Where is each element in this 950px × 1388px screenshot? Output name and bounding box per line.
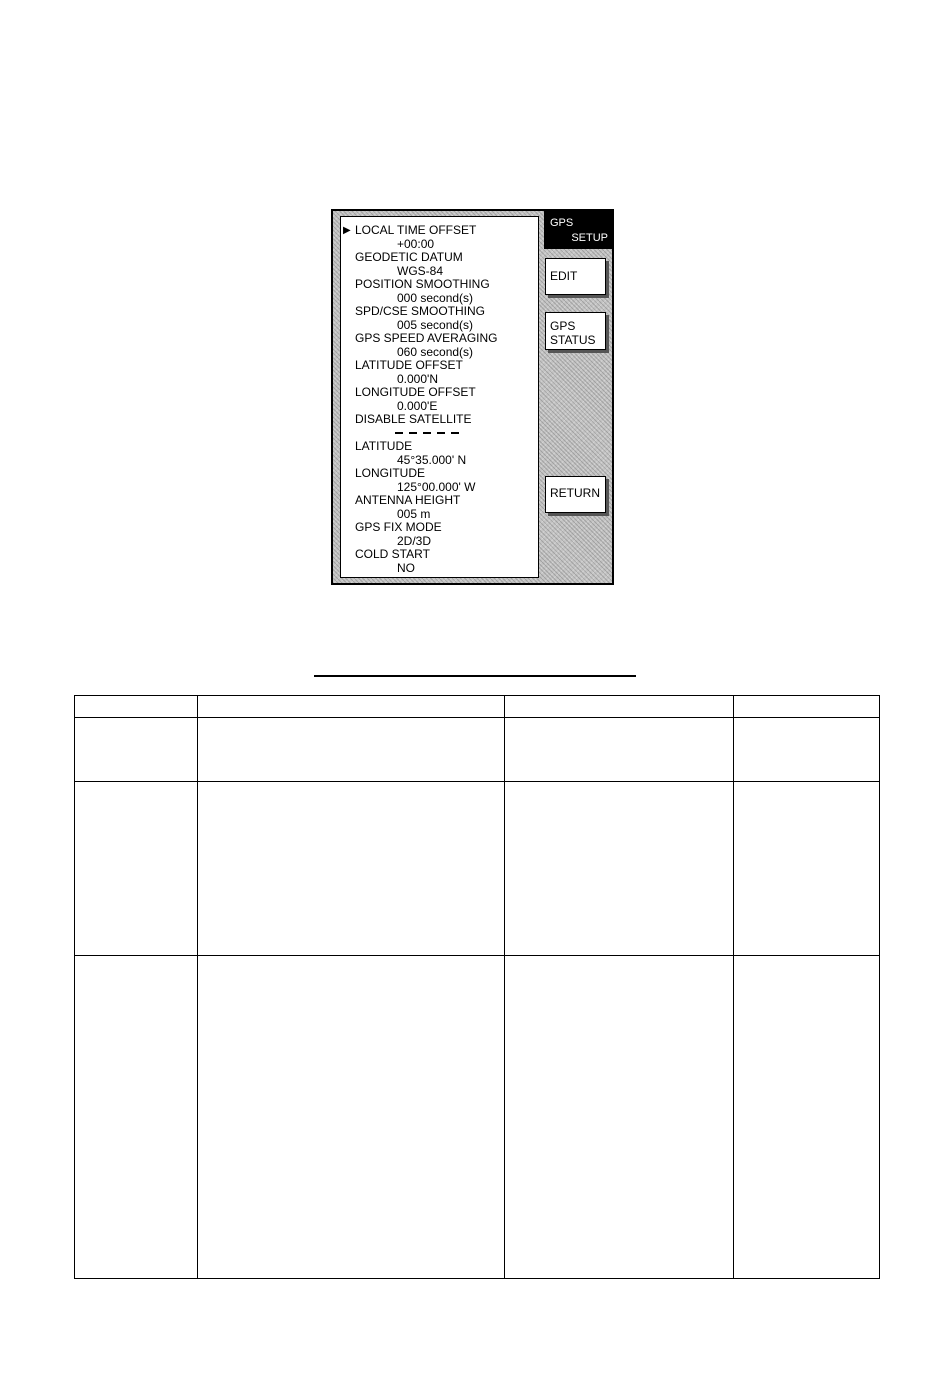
menu-item-value: 000 second(s) xyxy=(397,290,474,305)
table-cell xyxy=(504,782,733,956)
menu-item-local-time-offset[interactable] xyxy=(341,224,538,251)
menu-item-value: 005 second(s) xyxy=(397,317,474,332)
menu-item-longitude-offset[interactable] xyxy=(341,386,538,413)
menu-item-label: GEODETIC DATUM xyxy=(355,250,463,264)
menu-panel xyxy=(340,216,539,578)
menu-item-antenna-height[interactable] xyxy=(341,494,538,521)
title-underline xyxy=(314,675,636,677)
table-cell xyxy=(504,718,733,782)
return-button[interactable] xyxy=(545,476,606,513)
menu-item-label: ANTENNA HEIGHT xyxy=(355,493,461,507)
table-header-cell xyxy=(504,696,733,718)
return-button-label: RETURN xyxy=(550,486,600,500)
menu-item-position-smoothing[interactable] xyxy=(341,278,538,305)
menu-item-cold-start[interactable] xyxy=(341,548,538,575)
menu-item-value: 0.000'E xyxy=(397,398,438,413)
menu-item-label: COLD START xyxy=(355,547,430,561)
table-cell xyxy=(733,956,879,1279)
menu-item-label: GPS SPEED AVERAGING xyxy=(355,331,498,345)
menu-item-value: +00:00 xyxy=(397,236,435,251)
table-cell xyxy=(75,718,198,782)
satellite-slots-dashes xyxy=(395,432,465,434)
menu-item-value: 060 second(s) xyxy=(397,344,474,359)
menu-item-spd-cse-smoothing[interactable] xyxy=(341,305,538,332)
menu-item-label: DISABLE SATELLITE xyxy=(355,412,472,426)
table-cell xyxy=(75,956,198,1279)
table-row xyxy=(75,956,880,1279)
menu-item-label: LATITUDE OFFSET xyxy=(355,358,463,372)
table-cell xyxy=(198,718,504,782)
table-header-cell xyxy=(75,696,198,718)
menu-item-value: WGS-84 xyxy=(397,263,444,278)
menu-item-label: POSITION SMOOTHING xyxy=(355,277,490,291)
table-header-cell xyxy=(733,696,879,718)
menu-item-label: GPS FIX MODE xyxy=(355,520,442,534)
menu-item-geodetic-datum[interactable] xyxy=(341,251,538,278)
table-cell xyxy=(198,956,504,1279)
table-cell xyxy=(733,782,879,956)
table-cell xyxy=(198,782,504,956)
menu-item-value: 45°35.000' N xyxy=(397,452,467,467)
gps-setup-screen xyxy=(331,209,614,585)
menu-item-gps-fix-mode[interactable] xyxy=(341,521,538,548)
menu-item-value: 2D/3D xyxy=(397,533,432,548)
gps-status-button-line2: STATUS xyxy=(550,333,596,347)
screen-title-line1: GPS xyxy=(550,217,574,229)
table-row xyxy=(75,782,880,956)
edit-button[interactable] xyxy=(545,258,606,295)
menu-item-disable-satellite[interactable] xyxy=(341,413,538,440)
menu-item-label: LONGITUDE xyxy=(355,466,426,480)
gps-status-button[interactable] xyxy=(545,312,606,350)
menu-item-value: 005 m xyxy=(397,506,431,521)
menu-item-label: LONGITUDE OFFSET xyxy=(355,385,476,399)
menu-item-latitude[interactable] xyxy=(341,440,538,467)
table-cell xyxy=(504,956,733,1279)
menu-item-value: NO xyxy=(397,560,415,575)
table-cell xyxy=(75,782,198,956)
screen-title xyxy=(544,211,614,249)
menu-item-value: 125°00.000' W xyxy=(397,479,476,494)
menu-item-label: LOCAL TIME OFFSET xyxy=(355,223,477,237)
menu-item-longitude[interactable] xyxy=(341,467,538,494)
menu-item-value: 0.000'N xyxy=(397,371,438,386)
screen-title-line2: SETUP xyxy=(571,232,608,244)
settings-table xyxy=(74,695,880,1279)
table-header-row xyxy=(75,696,880,718)
gps-status-button-line1: GPS xyxy=(550,319,576,333)
menu-item-gps-speed-averaging[interactable] xyxy=(341,332,538,359)
table-cell xyxy=(733,718,879,782)
edit-button-label: EDIT xyxy=(550,269,578,283)
table-row xyxy=(75,718,880,782)
menu-list xyxy=(341,224,538,575)
menu-item-label: SPD/CSE SMOOTHING xyxy=(355,304,486,318)
cursor-arrow-icon: ▶ xyxy=(343,225,351,236)
table-header-cell xyxy=(198,696,504,718)
menu-item-latitude-offset[interactable] xyxy=(341,359,538,386)
menu-item-label: LATITUDE xyxy=(355,439,413,453)
